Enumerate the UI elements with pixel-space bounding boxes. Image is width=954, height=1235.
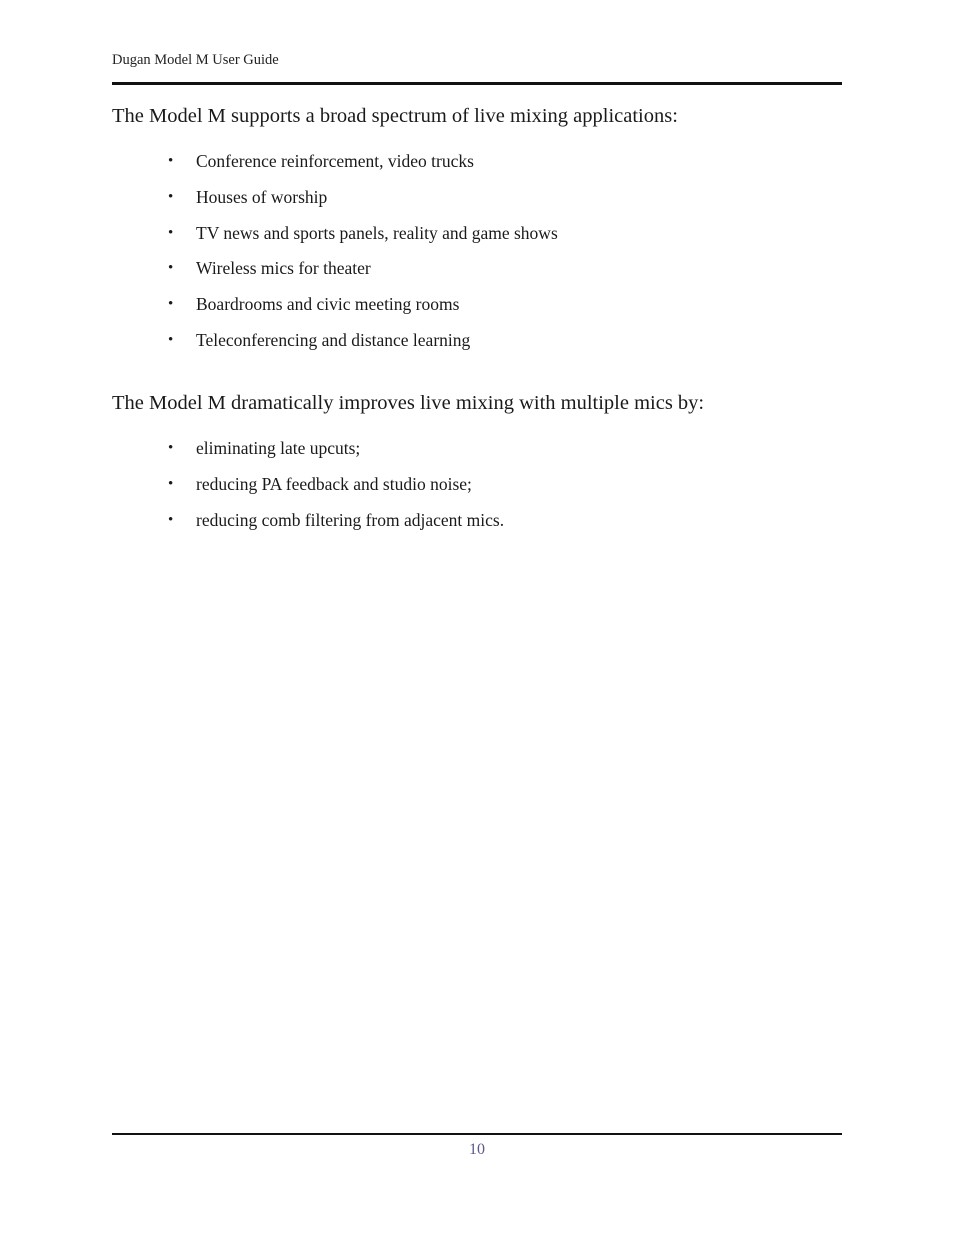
page-number: 10: [469, 1141, 485, 1158]
bullet-icon: •: [168, 475, 174, 492]
list-item-text: TV news and sports panels, reality and game shows: [196, 222, 558, 243]
bullet-icon: •: [168, 260, 174, 277]
bullet-icon: •: [168, 440, 174, 456]
bullet-icon: •: [168, 296, 174, 313]
list-item-text: Wireless mics for theater: [196, 258, 371, 279]
list-item-text: reducing comb filtering from adjacent mics.: [196, 509, 505, 530]
applications-intro: The Model M supports a broad spectrum of live mixing applications:: [112, 105, 678, 127]
running-header: Dugan Model M User Guide: [112, 52, 279, 68]
bullet-icon: •: [168, 511, 174, 528]
bullet-icon: •: [168, 188, 174, 205]
list-item-text: reducing PA feedback and studio noise;: [196, 473, 472, 494]
bullet-icon: •: [168, 224, 174, 241]
improvements-intro: The Model M dramatically improves live mixing with multiple mics by:: [112, 392, 705, 414]
bullet-icon: •: [168, 153, 174, 169]
list-item-text: Teleconferencing and distance learning: [196, 329, 471, 350]
bullet-icon: •: [168, 331, 174, 348]
list-item-text: Houses of worship: [196, 186, 328, 207]
list-item-text: eliminating late upcuts;: [196, 438, 361, 458]
header-divider: [112, 82, 842, 85]
list-item-text: Boardrooms and civic meeting rooms: [196, 294, 460, 315]
list-item-text: Conference reinforcement, video trucks: [196, 151, 474, 171]
footer-divider: [112, 1133, 842, 1135]
